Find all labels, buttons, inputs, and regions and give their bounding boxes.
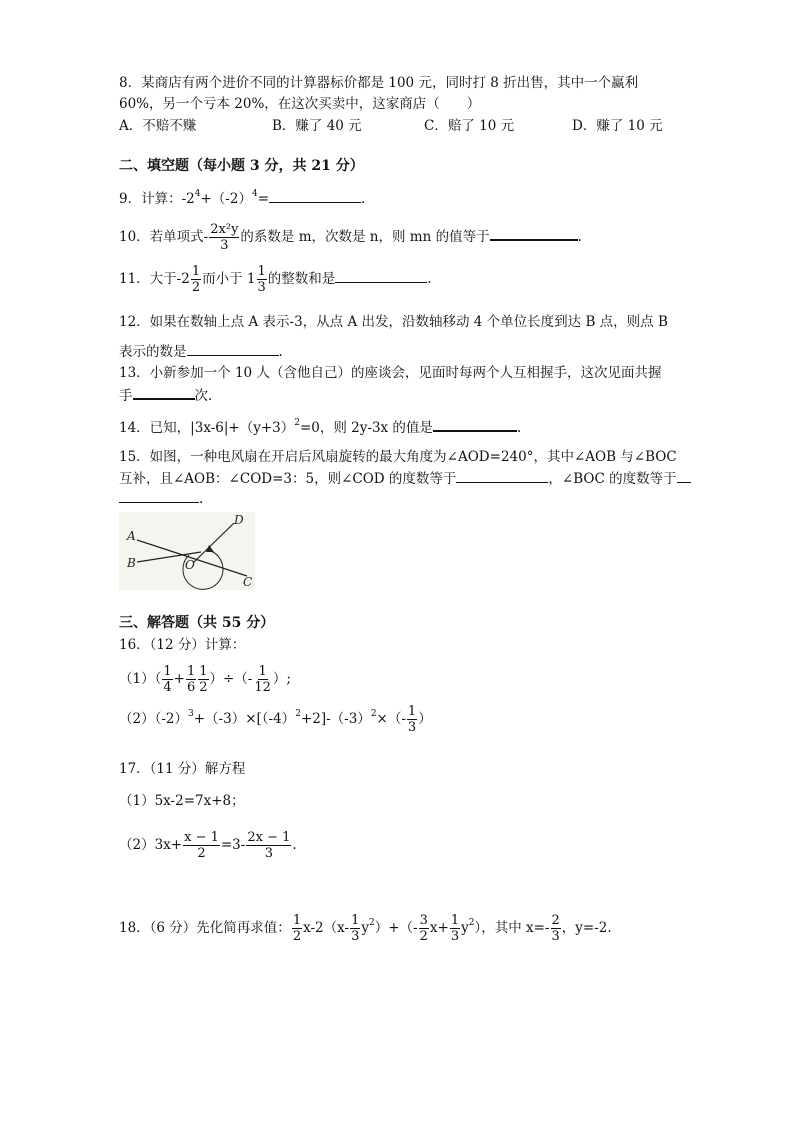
- q17-n1: x − 1: [184, 830, 219, 845]
- q18-h: ，y=-2.: [561, 920, 612, 936]
- label-b: B: [127, 556, 136, 570]
- q16-frac2: [186, 664, 196, 695]
- q14-blank[interactable]: [433, 418, 517, 432]
- q16-p2-c: +2]-（-3）: [300, 711, 371, 727]
- q11-end: .: [427, 271, 432, 287]
- q18-frac2: [350, 913, 360, 944]
- q14: [119, 418, 521, 437]
- q11-text: 11．大于-: [119, 271, 182, 287]
- q10-blank[interactable]: [490, 227, 578, 241]
- q18-e1: 2: [368, 918, 375, 928]
- q16-frac1: [162, 664, 172, 695]
- q17-p2-end: .: [292, 837, 297, 853]
- q15-line2: [119, 470, 691, 488]
- q10-fraction: [209, 222, 239, 253]
- q18-g: ），其中 x=-: [474, 920, 550, 936]
- q15-blank-boc-start[interactable]: [677, 470, 691, 483]
- q8-option-b: B．赚了 40 元: [272, 118, 362, 134]
- q17-frac1: [183, 830, 220, 861]
- q14-exp: 2: [294, 418, 300, 428]
- q16-d2: 6: [186, 680, 196, 695]
- q15-blank-boc[interactable]: [119, 490, 199, 503]
- q16-d3: 2: [199, 680, 208, 695]
- q16-p2-b: +（-3）×[（-4）: [193, 711, 296, 727]
- q16-d4: 12: [254, 680, 271, 695]
- q10: [119, 222, 582, 253]
- q12-end: .: [278, 344, 283, 360]
- q8-option-d: D．赚了 10 元: [572, 118, 663, 134]
- q8-option-a: A．不赔不赚: [119, 118, 197, 134]
- fan-angle-figure: [119, 512, 255, 590]
- q18-d5: 3: [551, 929, 560, 944]
- q13-blank[interactable]: [133, 386, 195, 400]
- q12-line2: [119, 343, 283, 361]
- q9-end: .: [361, 191, 366, 207]
- q15-text-a: 互补，且∠AOB：∠COD=3：5，则∠COD 的度数等于: [119, 471, 457, 487]
- q18: [119, 913, 612, 944]
- q16-p2-e3: 2: [370, 709, 377, 719]
- q18-frac5: [551, 913, 561, 944]
- q16-p2-end: ）: [418, 711, 432, 727]
- q18-d1: 2: [292, 929, 302, 944]
- q17-d1: 2: [197, 846, 206, 861]
- q15-line3: [119, 490, 203, 508]
- q16-p2-d: ×（-: [376, 711, 406, 727]
- q17-part2: [119, 830, 297, 861]
- q18-n2: 1: [351, 913, 360, 928]
- q16-op1: +: [173, 671, 185, 687]
- q8-line1: 8．某商店有两个进价不同的计算器标价都是 100 元，同时打 8 折出售，其中一个赢利: [119, 75, 639, 91]
- q16-p2-e2: 2: [295, 709, 301, 719]
- section-3-heading: 三、解答题（共 55 分）: [119, 615, 275, 631]
- q11-whole1: 2: [181, 271, 190, 287]
- q10-text: 10．若单项式-: [119, 229, 209, 245]
- q12-text: 表示的数是: [119, 344, 187, 360]
- q9-blank[interactable]: [269, 190, 361, 203]
- q16-n4: 1: [258, 664, 267, 679]
- q11: [119, 264, 432, 295]
- q11-den1: 2: [191, 280, 201, 295]
- label-d: D: [234, 513, 244, 527]
- section-2-heading: 二、填空题（每小题 3 分，共 21 分）: [119, 158, 364, 174]
- q18-a: 18．（6 分）先化简再求值：: [119, 920, 291, 936]
- q17-frac2: [246, 830, 291, 861]
- q16-n3: 1: [199, 664, 208, 679]
- q13-line2: [119, 386, 212, 405]
- q16-frac3: [198, 664, 208, 695]
- q18-d3: 2: [419, 929, 428, 944]
- q12-line1: 12．如果在数轴上点 A 表示-3，从点 A 出发，沿数轴移动 4 个单位长度到达 B 点，则点 B: [119, 314, 668, 330]
- q16-p2-den: 3: [407, 720, 417, 735]
- q18-c: y: [361, 920, 369, 936]
- q18-frac1: [292, 913, 302, 944]
- q16-p2-num: 1: [407, 704, 417, 719]
- q11-num1: 1: [191, 264, 201, 279]
- q17-title: 17．（11 分）解方程: [119, 761, 246, 777]
- q16-n2: 1: [186, 664, 196, 679]
- q17-n2: 2x − 1: [247, 830, 291, 845]
- q10-suffix: 的系数是 m，次数是 n，则 mn 的值等于: [240, 229, 490, 245]
- q17-p2-b: =3-: [220, 837, 246, 853]
- q9-eq: =: [257, 191, 269, 207]
- q16-title: 16．（12 分）计算：: [119, 637, 246, 653]
- q11-frac2: [257, 264, 267, 295]
- q9-exp2: 4: [251, 189, 258, 199]
- q15-end: .: [199, 491, 204, 507]
- q11-num2: 1: [257, 264, 266, 279]
- q17-part1: （1）5x-2=7x+8；: [119, 793, 245, 809]
- q13-text-b: 次.: [194, 388, 213, 404]
- q18-frac4: [450, 913, 460, 944]
- q16-p2-frac: [407, 704, 417, 735]
- q17-d2: 3: [264, 846, 273, 861]
- q9-mid: +（-2）: [200, 191, 252, 207]
- q16-part1: [119, 664, 291, 695]
- q9-exp1: 4: [194, 189, 201, 199]
- q18-n5: 2: [551, 913, 560, 928]
- q16-p2-a: （2）（-2）: [119, 711, 188, 727]
- q11-mid: 而小于: [202, 271, 247, 287]
- q14-text: 14．已知，|3x-6|+（y+3）: [119, 420, 295, 436]
- q18-b: x-2（x-: [303, 920, 350, 936]
- q8-option-c: C．赔了 10 元: [424, 118, 515, 134]
- q8-line2: 60%，另一个亏本 20%，在这次买卖中，这家商店（ ）: [119, 96, 481, 112]
- q16-p1-mid: ）÷（-: [209, 671, 253, 687]
- q16-p1-label: （1）（: [119, 671, 162, 687]
- q11-suffix: 的整数和是: [267, 271, 336, 287]
- q18-frac3: [419, 913, 429, 944]
- q18-e2: 2: [468, 918, 475, 928]
- q18-f: y: [461, 920, 469, 936]
- label-c: C: [243, 575, 253, 589]
- q11-blank[interactable]: [335, 270, 427, 283]
- q10-den: 3: [220, 238, 229, 253]
- q13-text-a: 手: [119, 388, 133, 404]
- q10-end: .: [577, 229, 582, 245]
- q15-text-b: ，∠BOC 的度数等于: [548, 471, 677, 487]
- q17-p2-a: （2）3x+: [119, 837, 183, 853]
- q18-n4: 1: [450, 913, 460, 928]
- label-a: A: [127, 529, 136, 543]
- q11-frac1: [191, 264, 201, 295]
- q16-d1: 4: [163, 680, 172, 695]
- q18-e: x+: [429, 920, 449, 936]
- q18-d: ）+（-: [374, 920, 418, 936]
- q16-p2-e1: 3: [188, 709, 194, 719]
- q14-end: .: [516, 420, 522, 436]
- q16-n1: 1: [163, 664, 172, 679]
- q16-frac4: [253, 664, 272, 695]
- q18-d2: 3: [351, 929, 360, 944]
- q9-text: 9．计算：-2: [119, 191, 195, 207]
- q11-whole2: 1: [246, 271, 256, 287]
- q10-num: 2x²y: [210, 222, 239, 237]
- q11-den2: 3: [257, 280, 266, 295]
- label-o: O: [185, 558, 195, 572]
- q16-part2: [119, 704, 432, 735]
- q13-line1: 13．小新参加一个 10 人（含他自己）的座谈会，见面时每两个人互相握手，这次见面共握: [119, 365, 662, 381]
- q18-d4: 3: [450, 929, 460, 944]
- q9: [119, 190, 365, 208]
- q14-suffix: =0，则 2y-3x 的值是: [299, 420, 433, 436]
- q18-n3: 3: [419, 913, 428, 928]
- q15-line1: 15．如图，一种电风扇在开启后风扇旋转的最大角度为∠AOD=240°，其中∠AOB 与∠BOC: [119, 449, 677, 465]
- q15-blank-cod[interactable]: [456, 470, 548, 483]
- q18-n1: 1: [292, 913, 302, 928]
- q12-blank[interactable]: [187, 343, 279, 356]
- q16-p1-end: ）;: [272, 671, 291, 687]
